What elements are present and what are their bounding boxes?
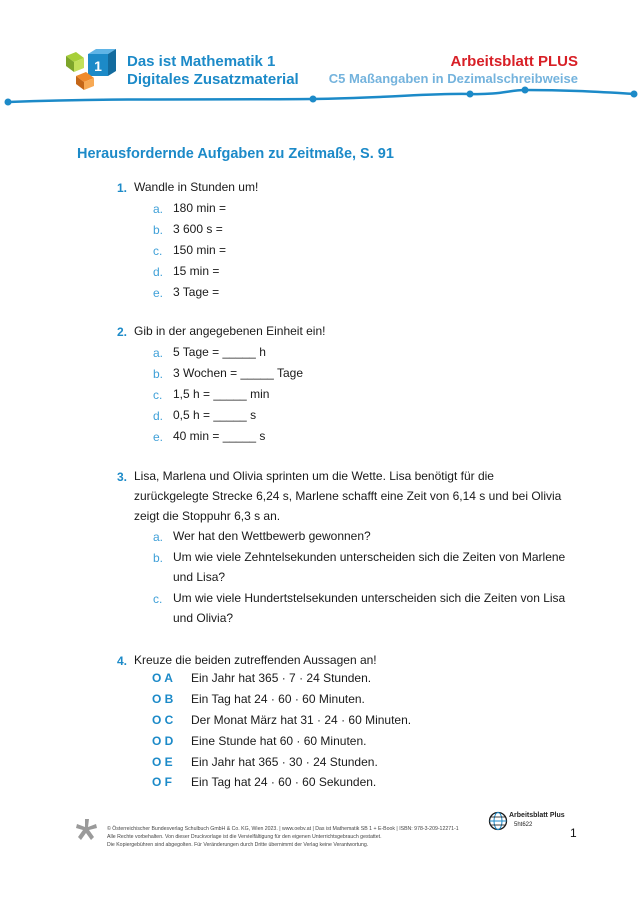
task3-c-line-2: und Olivia? [173, 611, 234, 625]
task2-a-text: 5 Tage = _____ h [173, 345, 266, 359]
task4-text: Kreuze die beiden zutreffenden Aussagen an! [134, 653, 377, 667]
brand-subtitle: Digitales Zusatzmaterial [127, 71, 299, 88]
option-e-checkbox[interactable]: O E [152, 755, 173, 769]
option-b-text: Ein Tag hat 24 · 60 · 60 Minuten. [191, 692, 365, 706]
task2-d-text: 0,5 h = _____ s [173, 408, 257, 422]
task2-c-letter: c. [153, 388, 163, 402]
task1-c-text: 150 min = [173, 243, 227, 257]
task3-a-letter: a. [153, 530, 164, 544]
option-d-text: Eine Stunde hat 60 · 60 Minuten. [191, 734, 367, 748]
task1-b-text: 3 600 s = [173, 222, 223, 236]
footer-rights: Alle Rechte vorbehalten. Von dieser Druckvorlage ist die Vervielfältigung für den eigenen Unterrichtsgebrauch gestattet. [107, 834, 382, 840]
task3-c-line-1: Um wie viele Hundertstelsekunden unterscheiden sich die Zeiten von Lisa [173, 591, 566, 605]
footer-disclaimer: Die Kopiergebühren sind abgegolten. Für Veränderungen durch Dritte übernimmt der Verlag keine Verantwortung. [107, 842, 369, 848]
publisher-logo-icon [74, 817, 100, 843]
option-b-checkbox[interactable]: O B [152, 692, 174, 706]
option-f-checkbox[interactable]: O F [152, 775, 172, 789]
option-c-checkbox[interactable]: O C [152, 713, 174, 727]
task3-number: 3. [117, 470, 128, 484]
option-e-text: Ein Jahr hat 365 · 30 · 24 Stunden. [191, 755, 378, 769]
task2-b-letter: b. [153, 367, 164, 381]
footer-badge-label: Arbeitsblatt Plus [509, 812, 565, 819]
option-d-checkbox[interactable]: O D [152, 734, 174, 748]
task1-e-text: 3 Tage = [173, 285, 220, 299]
task3-c-letter: c. [153, 592, 163, 606]
option-c-text: Der Monat März hat 31 · 24 · 60 Minuten. [191, 713, 412, 727]
task2-a-letter: a. [153, 346, 164, 360]
task1-text: Wandle in Stunden um! [134, 180, 259, 194]
task1-d-text: 15 min = [173, 264, 220, 278]
task3-b-line-1: Um wie viele Zehntelsekunden unterscheiden sich die Zeiten von Marlene [173, 550, 566, 564]
task2-e-text: 40 min = _____ s [173, 429, 266, 443]
header-wave-divider [0, 80, 640, 110]
footer-copyright: © Österreichischer Bundesverlag Schulbuch GmbH & Co. KG, Wien 2023. | www.oebv.at | Das ist Mathematik SB 1 + E-Book | ISBN: 978-3-209-12271-1 [107, 826, 459, 832]
task3-line-2: zurückgelegte Strecke 6,24 s, Marlene schafft eine Zeit von 6,14 s und bei Olivia [134, 489, 562, 503]
option-a-checkbox[interactable]: O A [152, 671, 173, 685]
page-title: Herausfordernde Aufgaben zu Zeitmaße, S. 91 [77, 146, 394, 162]
task1-d-letter: d. [153, 265, 164, 279]
task2-number: 2. [117, 325, 128, 339]
task1-a-text: 180 min = [173, 201, 227, 215]
task3-line-1: Lisa, Marlena und Olivia sprinten um die Wette. Lisa benötigt für die [134, 469, 494, 483]
logo-number: 1 [94, 58, 102, 74]
task2-b-text: 3 Wochen = _____ Tage [173, 366, 303, 380]
task1-a-letter: a. [153, 202, 164, 216]
task1-number: 1. [117, 181, 128, 195]
task3-b-line-2: und Lisa? [173, 570, 226, 584]
task1-b-letter: b. [153, 223, 164, 237]
sheet-type: Arbeitsblatt PLUS [450, 53, 578, 70]
task3-a-text: Wer hat den Wettbewerb gewonnen? [173, 529, 371, 543]
option-a-text: Ein Jahr hat 365 · 7 · 24 Stunden. [191, 671, 372, 685]
task2-text: Gib in der angegebenen Einheit ein! [134, 324, 326, 338]
task4-number: 4. [117, 654, 128, 668]
task3-line-3: zeigt die Stoppuhr 6,3 s an. [134, 509, 281, 523]
page-number: 1 [570, 826, 577, 840]
sheet-topic: C5 Maßangaben in Dezimalschreibweise [328, 71, 578, 86]
task3-b-letter: b. [153, 551, 164, 565]
task2-c-text: 1,5 h = _____ min [173, 387, 270, 401]
task1-c-letter: c. [153, 244, 163, 258]
task2-d-letter: d. [153, 409, 164, 423]
globe-icon [488, 811, 508, 831]
task2-e-letter: e. [153, 430, 164, 444]
brand-title: Das ist Mathematik 1 [127, 53, 276, 70]
task1-e-letter: e. [153, 286, 164, 300]
footer-badge-code: 5ht622 [514, 822, 533, 828]
option-f-text: Ein Tag hat 24 · 60 · 60 Sekunden. [191, 775, 377, 789]
